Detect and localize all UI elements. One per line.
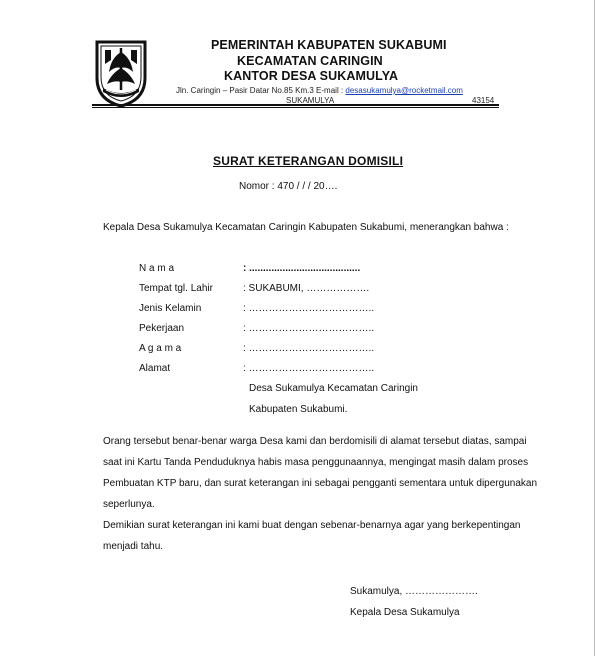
regency-emblem-icon	[91, 38, 151, 108]
letter-number: Nomor : 470 / / / 20….	[239, 181, 338, 192]
header-office: KANTOR DESA SUKAMULYA	[224, 69, 399, 83]
field-label-address: Alamat	[139, 363, 171, 374]
field-value-religion: : ………………………………..	[243, 343, 375, 354]
header-government: PEMERINTAH KABUPATEN SUKABUMI	[211, 38, 447, 52]
field-value-birth: : SUKABUMI, ……………….	[243, 283, 370, 294]
address-line-2: Kabupaten Sukabumi.	[249, 404, 348, 415]
field-label-name: N a m a	[139, 263, 175, 274]
body-line: seperlunya.	[103, 499, 155, 510]
sign-title: Kepala Desa Sukamulya	[350, 607, 460, 618]
header-postal-code: 43154	[472, 96, 495, 105]
field-label-occupation: Pekerjaan	[139, 323, 185, 334]
header-divider-thick	[92, 104, 499, 106]
letter-intro: Kepala Desa Sukamulya Kecamatan Caringin Kabupaten Sukabumi, menerangkan bahwa :	[103, 222, 509, 233]
address-line-1: Desa Sukamulya Kecamatan Caringin	[249, 383, 418, 394]
address-text: Jln. Caringin – Pasir Datar No.85 Km.3 E-mail :	[176, 86, 346, 95]
header-address	[176, 86, 463, 95]
header-village: SUKAMULYA	[286, 96, 335, 105]
field-value-gender: : ………………………………..	[243, 303, 375, 314]
header-district: KECAMATAN CARINGIN	[237, 54, 383, 68]
field-value-occupation: : ………………………………..	[243, 323, 375, 334]
body-line: saat ini Kartu Tanda Penduduknya habis masa penggunaannya, mengingat masih dalam proses	[103, 457, 529, 468]
letter-title: SURAT KETERANGAN DOMISILI	[213, 154, 404, 168]
body-paragraph	[103, 431, 538, 557]
closing-line: menjadi tahu.	[103, 541, 164, 552]
header-divider-thin	[92, 107, 499, 108]
field-value-name: : ........................................	[243, 263, 361, 274]
closing-line: Demikian surat keterangan ini kami buat dengan sebenar-benarnya agar yang berkepentingan	[103, 520, 521, 531]
field-label-birth: Tempat tgl. Lahir	[139, 283, 213, 294]
body-line: Orang tersebut benar-benar warga Desa kami dan berdomisili di alamat tersebut diatas, sampai	[103, 436, 527, 447]
field-label-religion: A g a m a	[139, 343, 182, 354]
email-link[interactable]: desasukamulya@rocketmail.com	[345, 86, 463, 95]
field-value-address: : ………………………………..	[243, 363, 375, 374]
sign-place-date: Sukamulya, ………………….	[350, 586, 478, 597]
field-label-gender: Jenis Kelamin	[139, 303, 202, 314]
body-line: Pembuatan KTP baru, dan surat keterangan ini sebagai pengganti sementara untuk dipergunakan	[103, 478, 538, 489]
